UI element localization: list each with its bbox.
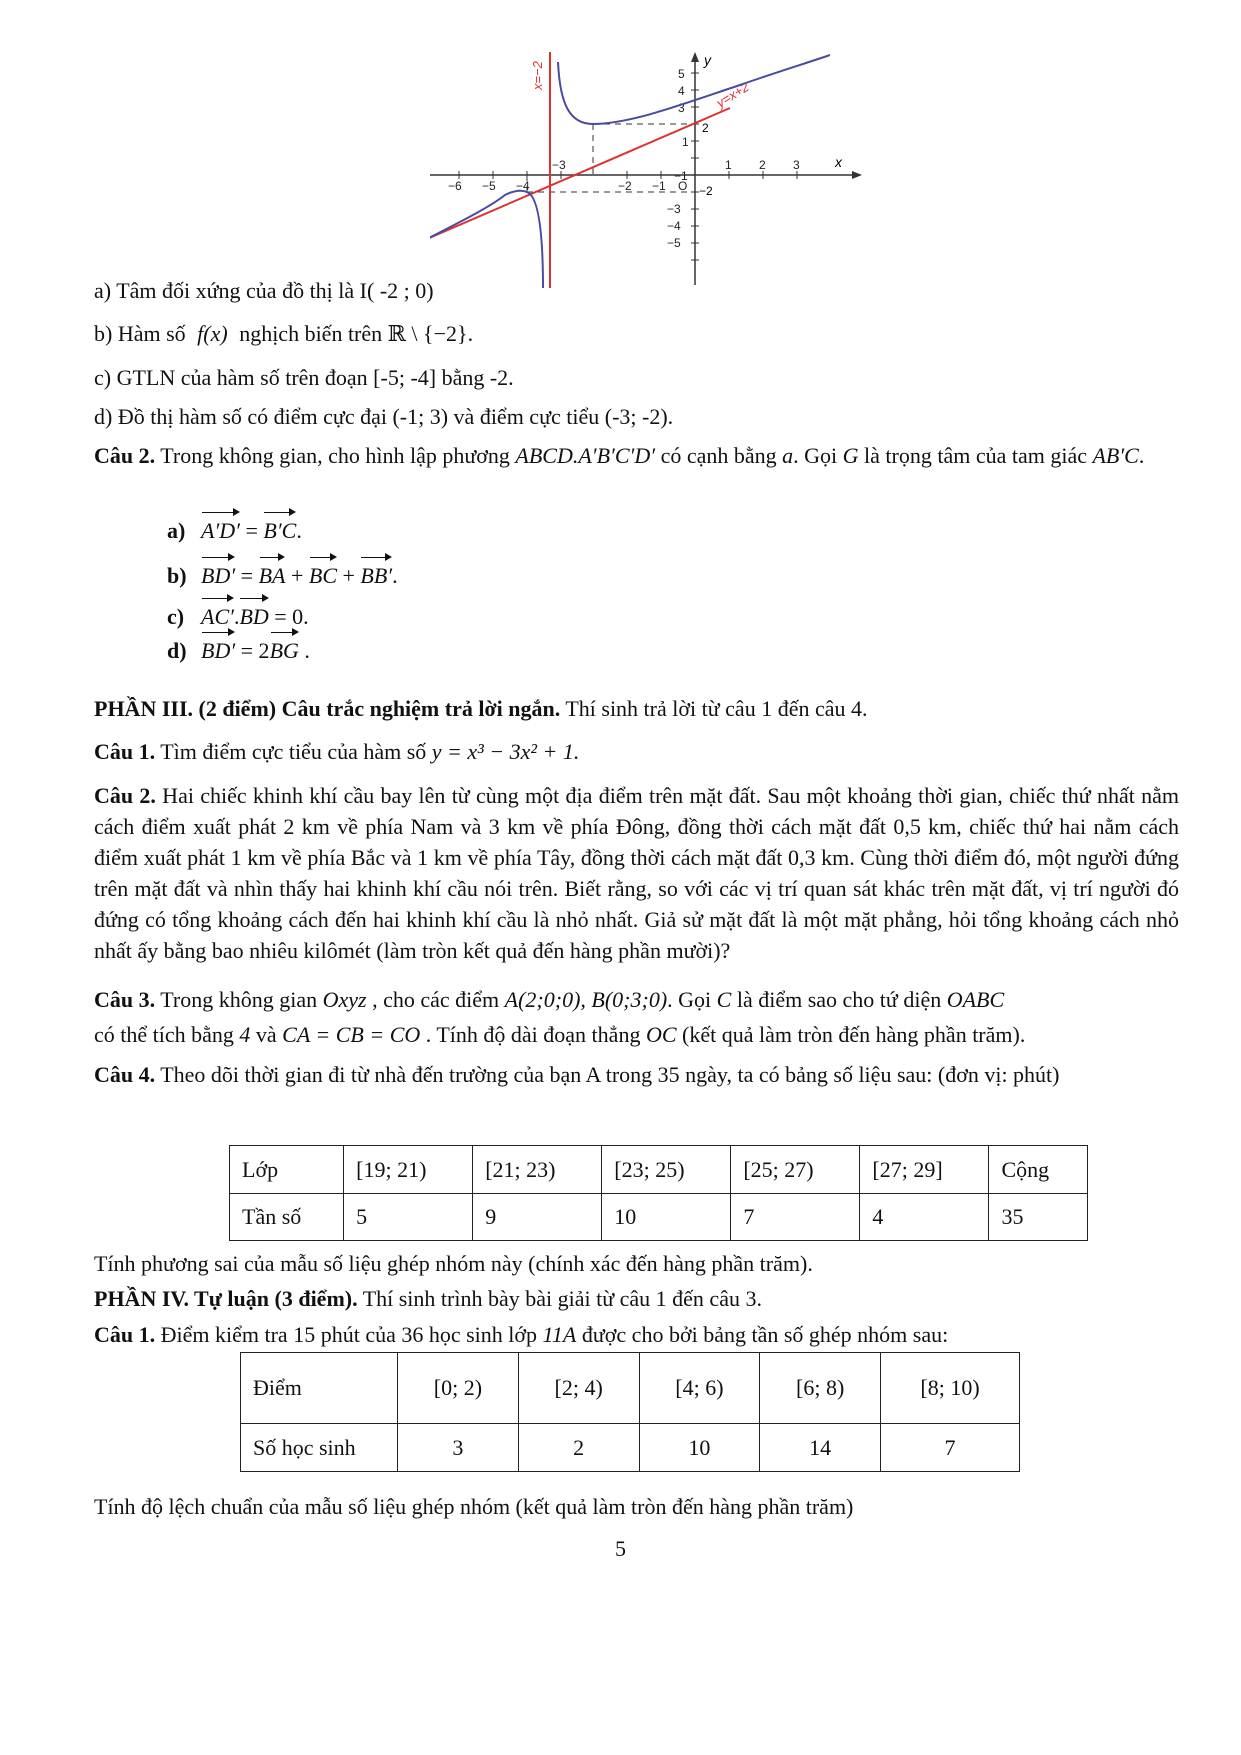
q2-triangle: AB′C <box>1092 443 1139 468</box>
operator: . <box>298 638 310 663</box>
tetrahedron: OABC <box>946 987 1005 1012</box>
x-tick-label: 3 <box>793 158 800 172</box>
table-cell: [8; 10) <box>881 1353 1020 1424</box>
q1-option-b-post: nghịch biến trên ℝ \ {−2}. <box>239 321 474 346</box>
part3-q4 <box>94 1059 1179 1090</box>
table-cell: 2 <box>518 1424 639 1472</box>
y-axis-label: y <box>704 52 711 68</box>
table-row <box>230 1194 1088 1241</box>
table-cell: Lớp <box>230 1146 344 1194</box>
vector: BC <box>309 555 337 591</box>
table-cell: [0; 2) <box>398 1353 519 1424</box>
number: 36 <box>401 1322 424 1347</box>
q2-label: Câu 2. <box>94 443 156 468</box>
q1-option-b <box>94 319 1174 349</box>
part3-q3-label: Câu 3. <box>94 987 156 1012</box>
part4-q1 <box>94 1320 1174 1350</box>
q2-cube: ABCD.A′B′C′D′ <box>515 443 656 468</box>
table-cell: Tần số <box>230 1194 344 1241</box>
q2-edge: a <box>782 443 794 468</box>
part3-q2-label: Câu 2. <box>94 783 156 808</box>
part4-title: PHẦN IV. Tự luận (3 điểm). <box>94 1286 358 1311</box>
part4-desc: Thí sinh trình bày bài giải từ câu 1 đến câu 3. <box>357 1286 762 1311</box>
vector: B′C <box>263 510 296 546</box>
q2-option-d <box>167 630 310 666</box>
text: được cho bởi bảng tần số ghép nhóm sau: <box>576 1322 949 1347</box>
part3-q2 <box>94 780 1179 966</box>
y-tick-label: −5 <box>667 236 681 250</box>
option-label: a) <box>167 518 186 543</box>
table-cell: 10 <box>639 1424 760 1472</box>
part3-q1-formula: y = x³ − 3x² + 1. <box>431 739 580 764</box>
table-cell: 7 <box>881 1424 1020 1472</box>
part4-heading <box>94 1284 1174 1314</box>
vector: BB′ <box>360 555 392 591</box>
table-cell: 9 <box>473 1194 602 1241</box>
part3-desc: Thí sinh trả lời từ câu 1 đến câu 4. <box>560 696 868 721</box>
part3-q4-text: Theo dõi thời gian đi từ nhà đến trường của bạn A trong 35 ngày, ta có bảng số liệu sau: (đơn vị: phút) <box>155 1062 1060 1087</box>
q1-option-a: a) Tâm đối xứng của đồ thị là I( -2 ; 0) <box>94 278 434 303</box>
page-number: 5 <box>615 1536 626 1561</box>
table-cell: 4 <box>860 1194 989 1241</box>
vector: A′D′ <box>201 510 240 546</box>
table-cell: [19; 21) <box>344 1146 473 1194</box>
x-tick-label: 1 <box>725 158 732 172</box>
class-name: 11A <box>542 1322 577 1347</box>
part4-q1-label: Câu 1. <box>94 1322 156 1347</box>
table-cell: 10 <box>602 1194 731 1241</box>
operator: . <box>296 518 302 543</box>
point-c: C <box>716 987 732 1012</box>
operator: + <box>285 563 309 588</box>
part3-q1-text: Tìm điểm cực tiểu của hàm số <box>155 739 432 764</box>
y-tick-label: −4 <box>667 219 681 233</box>
vector: BD′ <box>201 555 235 591</box>
part3-q3-line2 <box>94 1020 1174 1050</box>
table-cell: Điểm <box>241 1353 398 1424</box>
table-row <box>241 1353 1020 1424</box>
vector: BA <box>259 555 286 591</box>
table-cell: 35 <box>989 1194 1088 1241</box>
x-tick-label: −6 <box>448 179 462 193</box>
y-tick-label: −3 <box>667 202 681 216</box>
x-tick-label: −3 <box>552 158 566 172</box>
table-cell: [4; 6) <box>639 1353 760 1424</box>
text: và <box>250 1022 283 1047</box>
x-tick-label: −4 <box>516 179 530 193</box>
equation: CA = CB = CO <box>282 1022 421 1047</box>
option-label: c) <box>167 604 185 629</box>
part3-q3-line1 <box>94 985 1174 1015</box>
part4-q1-table <box>240 1352 1020 1472</box>
text: phút của <box>315 1322 402 1347</box>
vector: AC′ <box>201 596 234 632</box>
operator: + <box>337 563 361 588</box>
volume: 4 <box>239 1022 251 1047</box>
y-tick-label: 3 <box>678 101 685 115</box>
text: . Tính độ dài đoạn thẳng <box>420 1022 646 1047</box>
coord-system: Oxyz <box>322 987 367 1012</box>
segment: OC <box>645 1022 677 1047</box>
option-label: b) <box>167 563 187 588</box>
q2-option-a <box>167 510 302 546</box>
operator: = 2 <box>235 638 270 663</box>
vector: BD′ <box>201 630 235 666</box>
q2-text: . <box>1138 443 1145 468</box>
text: học sinh lớp <box>423 1322 543 1347</box>
y-axis-arrow-icon <box>691 52 699 62</box>
table-cell: 3 <box>398 1424 519 1472</box>
table-cell: [25; 27) <box>731 1146 860 1194</box>
table-cell: 14 <box>760 1424 881 1472</box>
text: có thể tích bằng <box>94 1022 240 1047</box>
table-cell: [2; 4) <box>518 1353 639 1424</box>
operator: . <box>392 563 398 588</box>
q2-option-c <box>167 596 309 632</box>
x-axis-label: x <box>835 154 842 170</box>
x-tick-label: 2 <box>759 158 766 172</box>
part4-q1-task: Tính độ lệch chuẩn của mẫu số liệu ghép nhóm (kết quả làm tròn đến hàng phần trăm) <box>94 1494 854 1519</box>
point-label-neg2: −2 <box>699 184 713 198</box>
q2-text: . Gọi <box>793 443 843 468</box>
table-cell: [27; 29] <box>860 1146 989 1194</box>
table-cell: Cộng <box>989 1146 1088 1194</box>
part3-q4-table <box>229 1145 1088 1241</box>
graph-branch-left <box>430 191 543 288</box>
function-graph <box>430 50 870 290</box>
operator: . <box>233 604 240 629</box>
text: là điểm sao cho tứ diện <box>731 987 947 1012</box>
oblique-asymptote-label: y=x+2 <box>713 79 752 111</box>
table-cell: 7 <box>731 1194 860 1241</box>
part3-title: PHẦN III. (2 điểm) Câu trắc nghiệm trả lời ngắn. <box>94 696 561 721</box>
point-label-2: 2 <box>702 121 709 135</box>
points: A(2;0;0), B(0;3;0) <box>504 987 668 1012</box>
y-tick-label: −1 <box>674 169 688 183</box>
x-tick-label: −2 <box>618 179 632 193</box>
text: Trong không gian <box>155 987 323 1012</box>
operator: = 0. <box>268 604 309 629</box>
q2-text: Trong không gian, cho hình lập phương <box>155 443 516 468</box>
q1-option-b-func: f(x) <box>197 321 228 346</box>
y-tick-label: 4 <box>678 84 685 98</box>
x-tick-label: −5 <box>482 179 496 193</box>
part3-q1-label: Câu 1. <box>94 739 156 764</box>
q2-option-b <box>167 555 398 591</box>
part3-q2-text: Hai chiếc khinh khí cầu bay lên từ cùng một địa điểm trên mặt đất. Sau một khoảng thời gian, chiếc thứ nhất nằm cách điểm xuất phát 2 km về phía Nam và 3 km về phía Đông, đồng thời cách mặt đất 0,5 km, chiếc thứ hai nằm cách điểm xuất phát 1 km về phía Bắc và 1 km về phía Tây, đồng thời cách mặt đất 0,3 km. Cùng thời điểm đó, một người đứng trên mặt đất và nhìn thấy hai khinh khí cầu nói trên. Biết rằng, so với các vị trí quan sát khác trên mặt đất, vị trí người đó đứng có tổng khoảng cách đến hai khinh khí cầu là nhỏ nhất. Giả sử mặt đất là một mặt phẳng, hỏi tổng khoảng cách nhỏ nhất ấy bằng bao nhiêu kilômét (làm tròn kết quả đến hàng phần mười)? <box>94 783 1179 963</box>
x-tick-label: −1 <box>652 179 666 193</box>
q1-option-c: c) GTLN của hàm số trên đoạn [-5; -4] bằng -2. <box>94 365 514 390</box>
table-cell: Số học sinh <box>241 1424 398 1472</box>
part3-q1 <box>94 737 1174 767</box>
option-label: d) <box>167 638 187 663</box>
text: , cho các điểm <box>366 987 505 1012</box>
q2-statement <box>94 440 1179 471</box>
table-row <box>230 1146 1088 1194</box>
table-cell: [23; 25) <box>602 1146 731 1194</box>
number: 15 <box>293 1322 316 1347</box>
y-tick-label: 1 <box>682 135 689 149</box>
q2-text: có cạnh bằng <box>655 443 783 468</box>
table-cell: [21; 23) <box>473 1146 602 1194</box>
text: . Gọi <box>667 987 717 1012</box>
part3-heading <box>94 694 1174 724</box>
q2-centroid: G <box>842 443 859 468</box>
q2-text: là trọng tâm của tam giác <box>858 443 1093 468</box>
table-row <box>241 1424 1020 1472</box>
part3-q4-task: Tính phương sai của mẫu số liệu ghép nhóm này (chính xác đến hàng phần trăm). <box>94 1251 813 1276</box>
q1-option-b-pre: b) Hàm số <box>94 321 186 346</box>
operator: = <box>235 563 259 588</box>
x-tick-label: O <box>678 179 688 193</box>
y-tick-label: 5 <box>678 67 685 81</box>
x-axis-arrow-icon <box>852 171 862 179</box>
table-cell: [6; 8) <box>760 1353 881 1424</box>
asymptote-label: x=−2 <box>530 61 545 90</box>
q1-option-d: d) Đồ thị hàm số có điểm cực đại (-1; 3) và điểm cực tiểu (-3; -2). <box>94 404 674 429</box>
part3-q4-label: Câu 4. <box>94 1062 156 1087</box>
operator: = <box>239 518 264 543</box>
vector: BG <box>270 630 299 666</box>
vector: BD <box>239 596 268 632</box>
text: Điểm kiểm tra <box>155 1322 294 1347</box>
table-cell: 5 <box>344 1194 473 1241</box>
text: (kết quả làm tròn đến hàng phần trăm). <box>676 1022 1026 1047</box>
